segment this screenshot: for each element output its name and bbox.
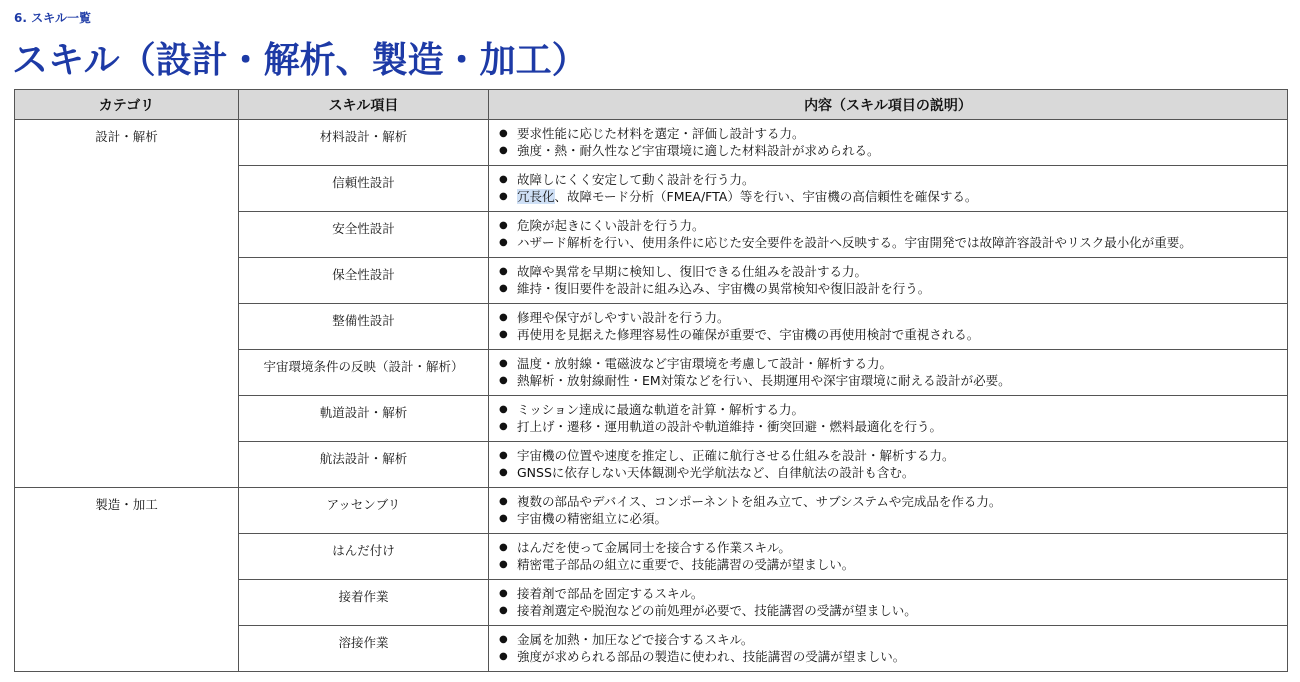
description-line xyxy=(499,464,1287,481)
description-line xyxy=(499,418,1287,435)
description-line xyxy=(499,401,1287,418)
header-description: 内容（スキル項目の説明） xyxy=(489,90,1288,120)
bullet-icon: ● xyxy=(499,375,508,386)
description-text: 接着剤選定や脱泡などの前処理が必要で、技能講習の受講が望ましい。 xyxy=(517,603,917,618)
description-text: 温度・放射線・電磁波など宇宙環境を考慮して設計・解析する力。 xyxy=(517,356,893,371)
description-cell xyxy=(489,212,1288,258)
description-text: 熱解析・放射線耐性・EM対策などを行い、長期運用や深宇宙環境に耐える設計が必要。 xyxy=(517,373,1011,388)
description-text: 精密電子部品の組立に重要で、技能講習の受講が望ましい。 xyxy=(517,557,855,572)
description-text: 冗長化、故障モード分析（FMEA/FTA）等を行い、宇宙機の高信頼性を確保する。 xyxy=(517,189,978,204)
category-cell: 製造・加工 xyxy=(15,488,239,672)
bullet-icon: ● xyxy=(499,145,508,156)
header-category: カテゴリ xyxy=(15,90,239,120)
description-cell xyxy=(489,580,1288,626)
bullet-icon: ● xyxy=(499,634,508,645)
skill-item-cell: 接着作業 xyxy=(239,580,489,626)
description-line xyxy=(499,188,1287,205)
table-row xyxy=(15,488,1288,534)
description-text: 金属を加熱・加圧などで接合するスキル。 xyxy=(517,632,754,647)
description-text: 宇宙機の位置や速度を推定し、正確に航行させる仕組みを設計・解析する力。 xyxy=(517,448,955,463)
skill-item-cell: 材料設計・解析 xyxy=(239,120,489,166)
description-text: ハザード解析を行い、使用条件に応じた安全要件を設計へ反映する。宇宙開発では故障許容設計やリスク最小化が重要。 xyxy=(517,235,1192,250)
description-text: 接着剤で部品を固定するスキル。 xyxy=(517,586,704,601)
bullet-icon: ● xyxy=(499,128,508,139)
description-cell xyxy=(489,258,1288,304)
description-text: 宇宙機の精密組立に必須。 xyxy=(517,511,668,526)
skill-item-cell: 航法設計・解析 xyxy=(239,442,489,488)
description-line xyxy=(499,602,1287,619)
bullet-icon: ● xyxy=(499,358,508,369)
description-text: 複数の部品やデバイス、コンポーネントを組み立て、サブシステムや完成品を作る力。 xyxy=(517,494,1002,509)
description-line xyxy=(499,171,1287,188)
description-line xyxy=(499,539,1287,556)
bullet-icon: ● xyxy=(499,404,508,415)
bullet-icon: ● xyxy=(499,513,508,524)
description-text: 要求性能に応じた材料を選定・評価し設計する力。 xyxy=(517,126,805,141)
description-line xyxy=(499,447,1287,464)
skill-item-cell: 軌道設計・解析 xyxy=(239,396,489,442)
description-cell xyxy=(489,626,1288,672)
description-text: 強度・熱・耐久性など宇宙環境に適した材料設計が求められる。 xyxy=(517,143,880,158)
description-line xyxy=(499,142,1287,159)
description-line xyxy=(499,372,1287,389)
description-text: 故障や異常を早期に検知し、復旧できる仕組みを設計する力。 xyxy=(517,264,868,279)
description-line xyxy=(499,493,1287,510)
skill-item-cell: 溶接作業 xyxy=(239,626,489,672)
description-line xyxy=(499,217,1287,234)
bullet-icon: ● xyxy=(499,220,508,231)
description-cell xyxy=(489,488,1288,534)
bullet-icon: ● xyxy=(499,283,508,294)
bullet-icon: ● xyxy=(499,651,508,662)
bullet-icon: ● xyxy=(499,266,508,277)
bullet-icon: ● xyxy=(499,191,508,202)
description-text: 維持・復旧要件を設計に組み込み、宇宙機の異常検知や復旧設計を行う。 xyxy=(517,281,931,296)
description-line xyxy=(499,326,1287,343)
description-line xyxy=(499,631,1287,648)
section-label: 6. スキル一覧 xyxy=(14,11,91,25)
bullet-icon: ● xyxy=(499,605,508,616)
description-line xyxy=(499,510,1287,527)
category-cell: 設計・解析 xyxy=(15,120,239,488)
skill-item-cell: 保全性設計 xyxy=(239,258,489,304)
skill-item-cell: 宇宙環境条件の反映（設計・解析） xyxy=(239,350,489,396)
description-cell xyxy=(489,350,1288,396)
description-line xyxy=(499,234,1287,251)
skill-item-cell: はんだ付け xyxy=(239,534,489,580)
page-title: スキル（設計・解析、製造・加工） xyxy=(12,40,588,81)
bullet-icon: ● xyxy=(499,421,508,432)
description-cell xyxy=(489,166,1288,212)
description-line xyxy=(499,125,1287,142)
description-line xyxy=(499,263,1287,280)
description-cell xyxy=(489,396,1288,442)
bullet-icon: ● xyxy=(499,467,508,478)
bullet-icon: ● xyxy=(499,174,508,185)
description-cell xyxy=(489,120,1288,166)
skill-item-cell: 信頼性設計 xyxy=(239,166,489,212)
description-line xyxy=(499,648,1287,665)
header-skill: スキル項目 xyxy=(239,90,489,120)
bullet-icon: ● xyxy=(499,542,508,553)
description-text: 修理や保守がしやすい設計を行う力。 xyxy=(517,310,730,325)
description-cell xyxy=(489,534,1288,580)
description-line xyxy=(499,556,1287,573)
description-text: 強度が求められる部品の製造に使われ、技能講習の受講が望ましい。 xyxy=(517,649,906,664)
description-text: GNSSに依存しない天体観測や光学航法など、自律航法の設計も含む。 xyxy=(517,465,915,480)
skill-item-cell: アッセンブリ xyxy=(239,488,489,534)
description-text: 再使用を見据えた修理容易性の確保が重要で、宇宙機の再使用検討で重視される。 xyxy=(517,327,980,342)
description-cell xyxy=(489,442,1288,488)
description-text: ミッション達成に最適な軌道を計算・解析する力。 xyxy=(517,402,805,417)
bullet-icon: ● xyxy=(499,559,508,570)
bullet-icon: ● xyxy=(499,496,508,507)
text-selection-highlight: 冗長化 xyxy=(517,189,555,204)
description-text: 打上げ・遷移・運用軌道の設計や軌道維持・衝突回避・燃料最適化を行う。 xyxy=(517,419,943,434)
skill-item-cell: 安全性設計 xyxy=(239,212,489,258)
bullet-icon: ● xyxy=(499,312,508,323)
description-line xyxy=(499,309,1287,326)
description-text: 故障しにくく安定して動く設計を行う力。 xyxy=(517,172,755,187)
description-cell xyxy=(489,304,1288,350)
description-line xyxy=(499,355,1287,372)
skills-table xyxy=(14,89,1288,672)
description-line xyxy=(499,280,1287,297)
table-row xyxy=(15,120,1288,166)
bullet-icon: ● xyxy=(499,237,508,248)
bullet-icon: ● xyxy=(499,450,508,461)
skill-item-cell: 整備性設計 xyxy=(239,304,489,350)
description-line xyxy=(499,585,1287,602)
description-text: 危険が起きにくい設計を行う力。 xyxy=(517,218,705,233)
bullet-icon: ● xyxy=(499,588,508,599)
bullet-icon: ● xyxy=(499,329,508,340)
table-header-row xyxy=(15,90,1288,120)
description-text: はんだを使って金属同士を接合する作業スキル。 xyxy=(517,540,791,555)
